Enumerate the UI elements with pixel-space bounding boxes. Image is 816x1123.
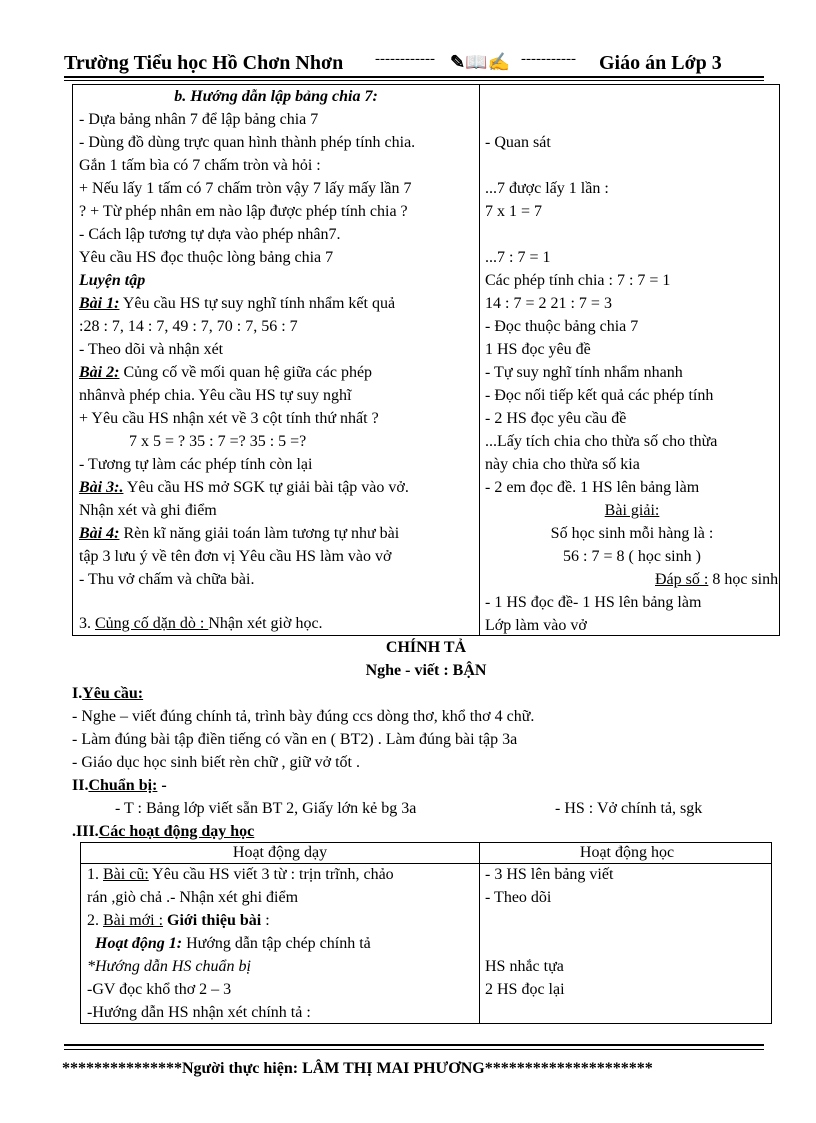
learning-line: - 3 HS lên bảng viết [485,866,614,883]
learning-line: - Theo dõi [485,889,552,906]
footer-rule-thin [64,1049,764,1050]
column-header-teach: Hoạt động dạy [232,844,328,861]
lesson-line: 7 x 5 = ? 35 : 7 =? 35 : 5 =? [129,433,307,450]
student-line: 1 HS đọc yêu đề [485,341,591,358]
grade-label: Giáo án Lớp 3 [599,52,722,74]
exercise-4: Bài 4: Rèn kĩ năng giải toán làm tương tự như bài [79,525,400,542]
prep-teacher: - T : Bảng lớp viết sẵn BT 2, Giấy lớn kẻ bg 3a [115,800,417,817]
page-footer: ***************Người thực hiện: LÂM THỊ MAI PHƯƠNG********************* [62,1060,653,1077]
header-rule-thin [64,80,764,81]
learning-line: HS nhắc tựa [485,958,564,975]
lesson-line: Gắn 1 tấm bìa có 7 chấm tròn và hỏi : [79,157,321,174]
requirement-item: - Làm đúng bài tập điền tiếng có vần en ( BT2) . Làm đúng bài tập 3a [72,731,518,748]
lesson-line: - Theo dõi và nhận xét [79,341,224,358]
student-line: - Đọc thuộc bảng chia 7 [485,318,639,335]
activity-line: 1. Bài cũ: Yêu cầu HS viết 3 từ : trịn trĩnh, chảo [87,866,394,883]
author-label: Người thực hiện: LÂM THỊ MAI PHƯƠNG [182,1060,485,1077]
exercise-2-label: Bài 2: [79,364,120,381]
wrap-up-label: Củng cố dặn dò : [95,615,209,632]
student-line: - 1 HS đọc đề- 1 HS lên bảng làm [485,594,702,611]
lesson-line: + Yêu cầu HS nhận xét về 3 cột tính thứ nhất ? [79,410,379,427]
section-subtitle: Nghe - viết : BẬN [365,662,487,679]
student-line: ...Lấy tích chia cho thừa số cho thừa [485,433,718,450]
student-line: này chia cho thừa số kia [485,456,640,473]
header-dashes-left: ------------ [375,51,435,67]
lesson-line: - Tương tự làm các phép tính còn lại [79,456,313,473]
header-dashes-right: ----------- [521,51,576,67]
student-line: ...7 được lấy 1 lần : [485,180,609,197]
student-line: Lớp làm vào vở [485,617,587,634]
lesson-line: - Dùng đồ dùng trực quan hình thành phép tính chia. [79,134,416,151]
student-line: - 2 em đọc đề. 1 HS lên bảng làm [485,479,700,496]
book-ornament-icon: ✎📖✍ [450,52,510,72]
student-line: 56 : 7 = 8 ( học sinh ) [563,548,701,565]
exercise-1: Bài 1: Yêu cầu HS tự suy nghĩ tính nhẩm kết quả [79,295,396,312]
solution-label: Bài giải: [604,502,660,519]
exercise-1-label: Bài 1: [79,295,120,312]
exercise-3: Bài 3:. Yêu cầu HS mở SGK tự giải bài tập vào vở. [79,479,409,496]
answer-line: Đáp số : 8 học sinh [655,571,779,588]
student-line: 14 : 7 = 2 21 : 7 = 3 [485,295,612,312]
column-divider [479,843,480,1023]
activities-heading: .III.Các hoạt động dạy học [72,823,255,840]
student-line: - Đọc nối tiếp kết quả các phép tính [485,387,714,404]
lesson-heading: b. Hướng dẫn lập bảng chia 7: [174,88,378,105]
student-line: 7 x 1 = 7 [485,203,543,220]
activity-table [80,842,772,1024]
exercise-3-label: Bài 3:. [79,479,124,496]
student-line: Các phép tính chia : 7 : 7 = 1 [485,272,671,289]
requirements-heading: I.Yêu cầu: [72,685,144,702]
lesson-line: Yêu cầu HS đọc thuộc lòng bảng chia 7 [79,249,334,266]
answer-label: Đáp số : [655,571,709,588]
activity-line: 2. Bài mới : Giới thiệu bài : [87,912,270,929]
section-title: CHÍNH TẢ [385,639,467,656]
preparation-heading: II.Chuẩn bị: - [72,777,167,794]
school-name: Trường Tiểu học Hồ Chơn Nhơn [64,52,344,74]
lesson-line: - Thu vở chấm và chữa bài. [79,571,255,588]
activity-line: rán ,giò chả .- Nhận xét ghi điểm [87,889,299,906]
prep-student: - HS : Vở chính tả, sgk [555,800,703,817]
column-divider [479,85,480,635]
lesson-table [72,84,780,636]
lesson-line: + Nếu lấy 1 tấm có 7 chấm tròn vậy 7 lấy mấy lần 7 [79,180,412,197]
activity-line: -GV đọc khổ thơ 2 – 3 [87,981,232,998]
requirement-item: - Nghe – viết đúng chính tả, trình bày đúng ccs dòng thơ, khổ thơ 4 chữ. [72,708,535,725]
student-line: - Quan sát [485,134,551,151]
exercise-4-label: Bài 4: [79,525,120,542]
student-line: - Tự suy nghĩ tính nhẩm nhanh [485,364,683,381]
student-line: - 2 HS đọc yêu cầu đề [485,410,627,427]
activity-line: *Hướng dẫn HS chuẩn bị [87,958,251,975]
lesson-line: ? + Từ phép nhân em nào lập được phép tính chia ? [79,203,408,220]
page-header [64,52,764,78]
lesson-line: :28 : 7, 14 : 7, 49 : 7, 70 : 7, 56 : 7 [79,318,298,335]
practice-heading: Luyện tập [79,272,146,289]
learning-line: 2 HS đọc lại [485,981,565,998]
lesson-line: - Dựa bảng nhân 7 để lập bảng chia 7 [79,111,319,128]
header-rule-thick [64,76,764,78]
wrap-up-line: 3. Củng cố dặn dò : Nhận xét giờ học. [79,615,323,632]
student-line: Số học sinh mỗi hàng là : [550,525,714,542]
footer-rule-thick [64,1044,764,1046]
student-line: ...7 : 7 = 1 [485,249,551,266]
exercise-2: Bài 2: Củng cố về mối quan hệ giữa các phép [79,364,373,381]
lesson-line: nhânvà phép chia. Yêu cầu HS tự suy nghĩ [79,387,352,404]
lesson-line: tập 3 lưu ý về tên đơn vị Yêu cầu HS làm vào vở [79,548,392,565]
column-header-learn: Hoạt động học [579,844,675,861]
activity-line: Hoạt động 1: Hướng dẫn tập chép chính tả [95,935,371,952]
lesson-line: - Cách lập tương tự dựa vào phép nhân7. [79,226,341,243]
lesson-line: Nhận xét và ghi điểm [79,502,217,519]
requirement-item: - Giáo dục học sinh biết rèn chữ , giữ vở tốt . [72,754,360,771]
activity-line: -Hướng dẫn HS nhận xét chính tả : [87,1004,311,1021]
